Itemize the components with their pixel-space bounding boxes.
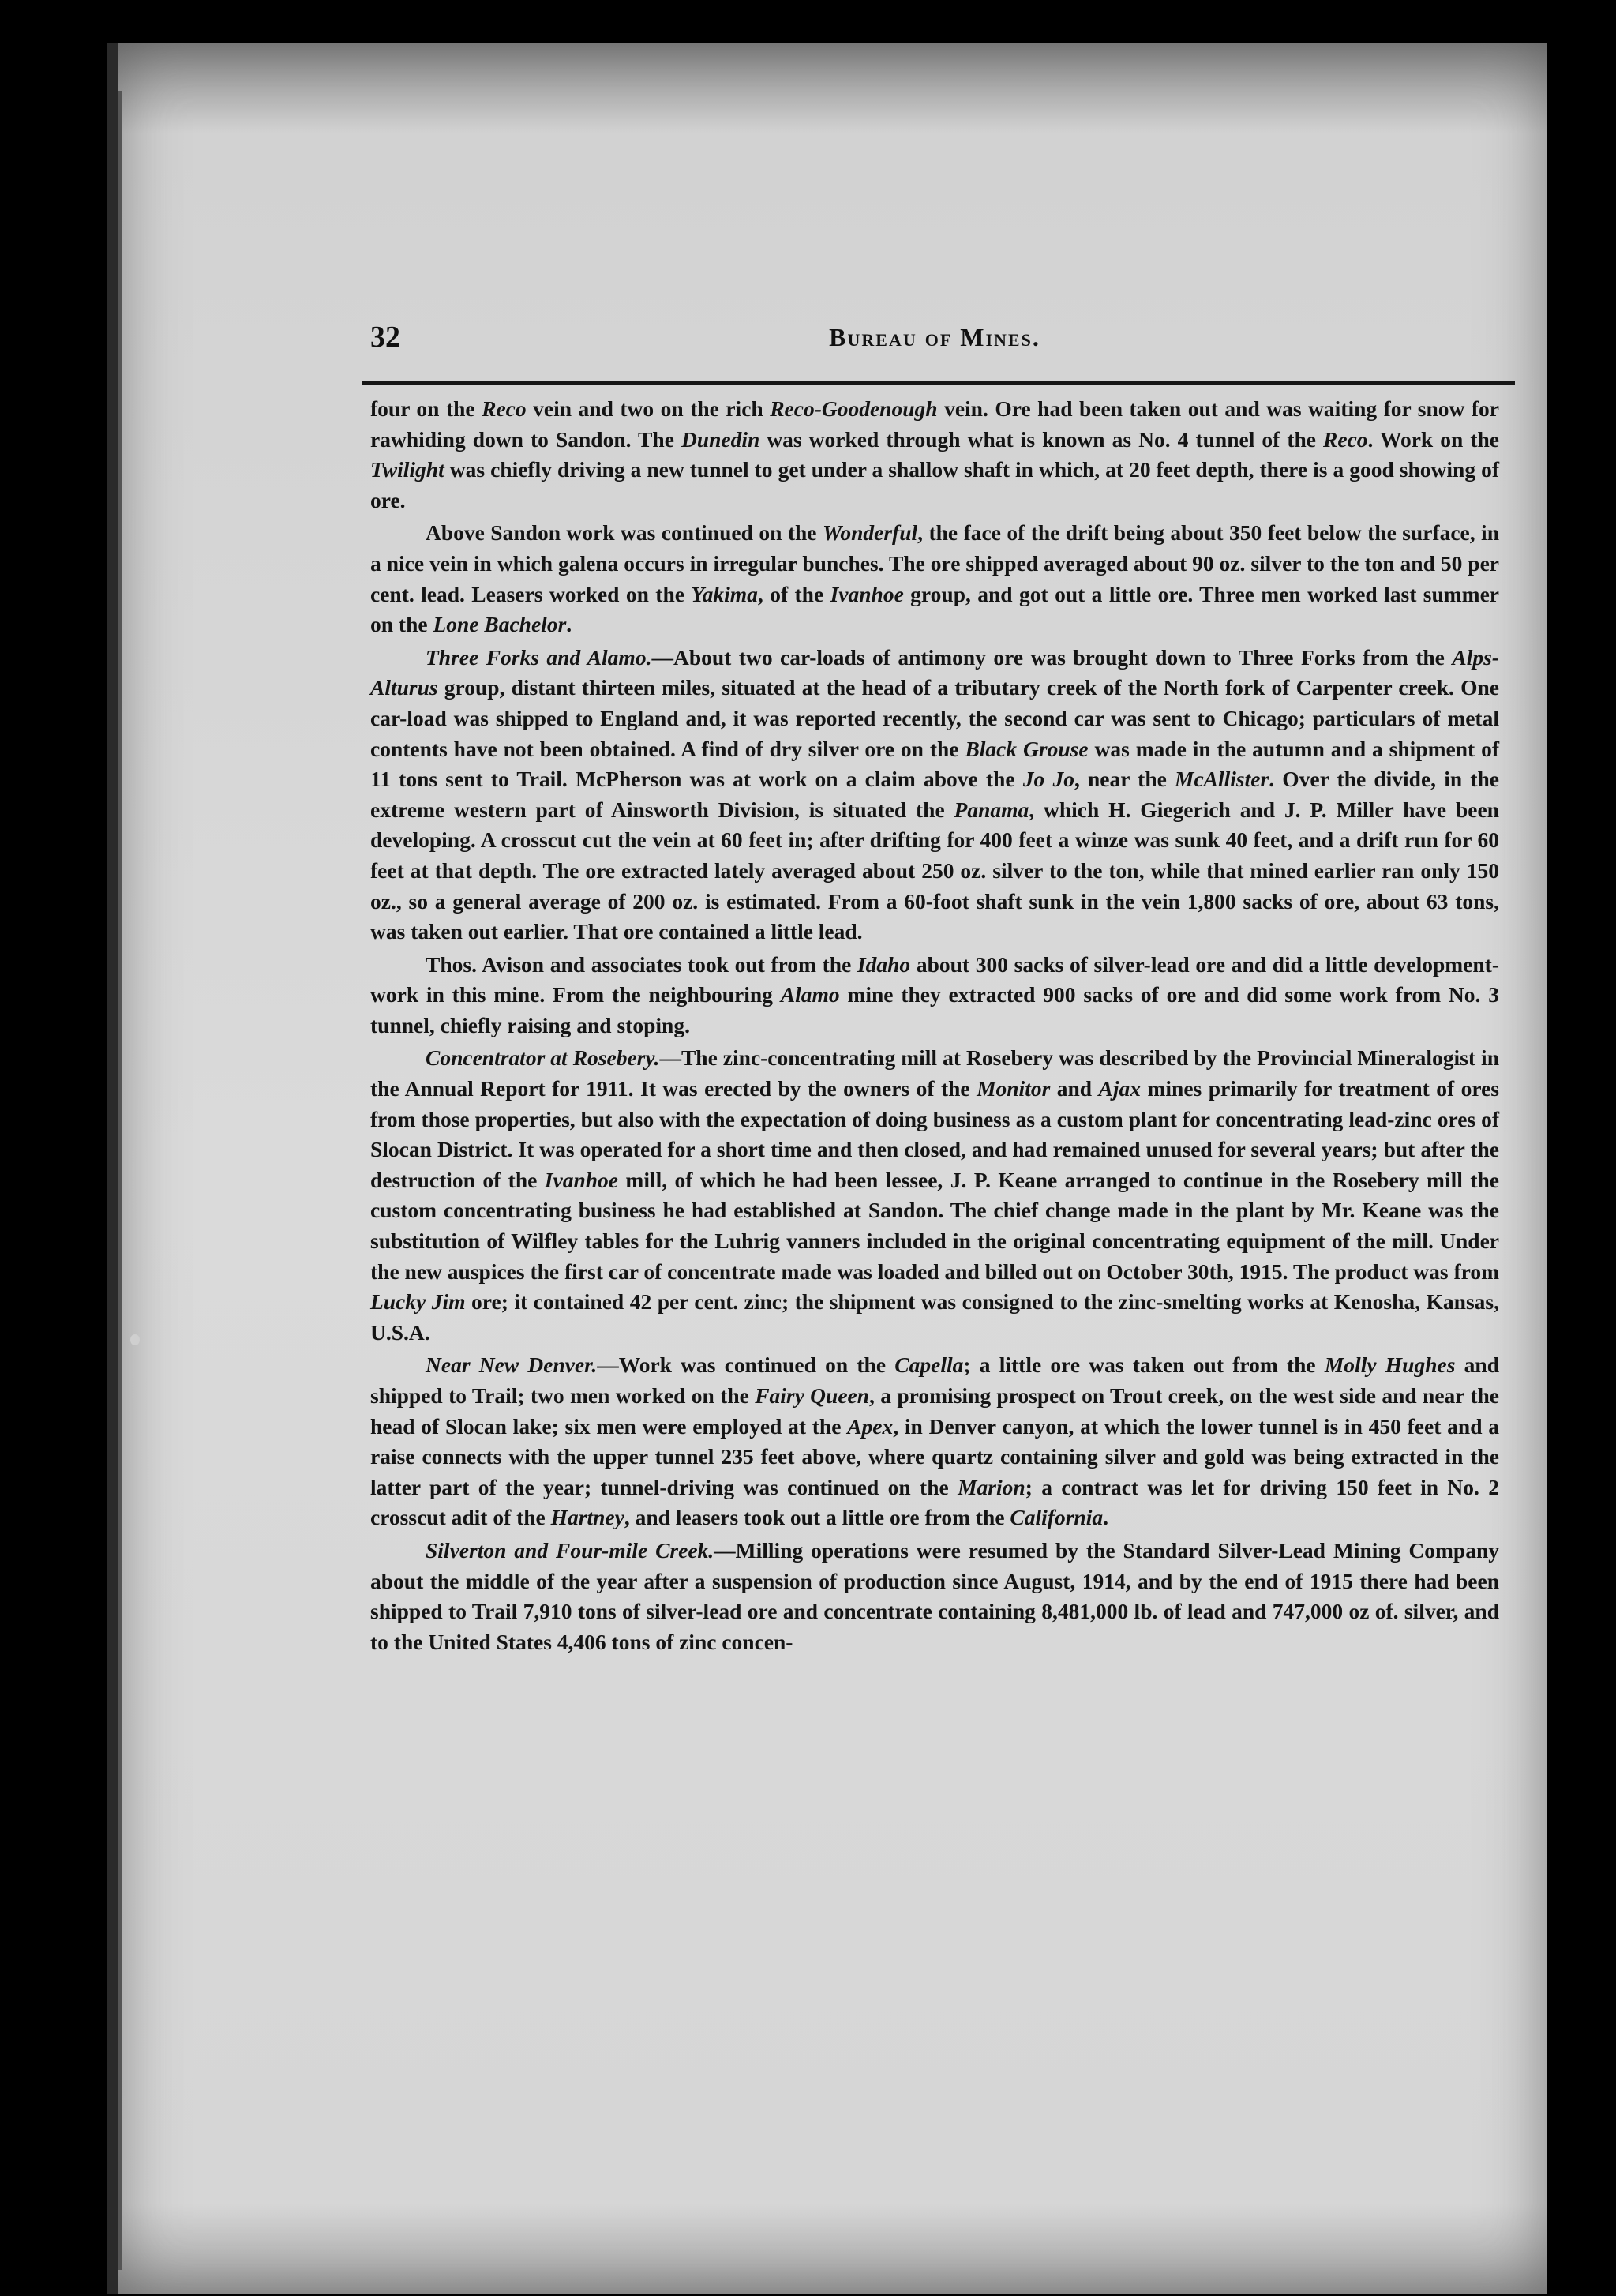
header-rule xyxy=(362,381,1515,385)
text-run: Above Sandon work was continued on the xyxy=(426,520,823,546)
italic-run: Marion xyxy=(958,1474,1025,1499)
body-text xyxy=(370,394,1499,1657)
text-run: ore; it contained 42 per cent. zinc; the shipment was consigned to the zinc-smelting works at Kenosha, Kansas, U.S.A. xyxy=(370,1289,1499,1345)
italic-run: Hartney xyxy=(550,1505,624,1530)
text-run: . Work on the xyxy=(1367,426,1499,452)
text-run: , in Denver canyon, at which the lower tunnel is in 450 feet and a raise connects with the upper tunnel 235 feet above, where quartz containing silver and gold was being extracted in the latter part of the year; tunnel-driving was continued on the xyxy=(370,1413,1499,1499)
italic-run: Silverton and Four-mile Creek. xyxy=(426,1537,714,1563)
text-run: —About two car-loads of antimony ore was brought down to Three Forks from the xyxy=(651,644,1453,670)
text-run: and xyxy=(1050,1076,1099,1101)
italic-run: Idaho xyxy=(857,951,911,977)
italic-run: Ivanhoe xyxy=(544,1167,618,1192)
italic-run: Three Forks and Alamo. xyxy=(426,644,652,670)
italic-run: Panama xyxy=(954,797,1029,822)
page-content xyxy=(370,320,1499,1660)
italic-run: Yakima xyxy=(691,581,758,606)
text-run: mill, of which he had been lessee, J. P. Keane arranged to continue in the Rosebery mill the custom concentrating business he had established at Sandon. The chief change made in the plant by Mr. Keane was the substitution of Wilfley tables for the Luhrig vanners included in the original concentrating equipment of the mill. Under the new auspices the first car of concentrate made was loaded and billed out on October 30th, 1915. The product was from xyxy=(370,1167,1499,1284)
italic-run: Reco xyxy=(1323,426,1368,452)
text-run: . xyxy=(566,612,572,637)
italic-run: Molly Hughes xyxy=(1324,1352,1456,1378)
page-header xyxy=(370,320,1499,367)
text-run: vein. Ore had been taken out and was waiting for snow for rawhiding down to Sandon. The xyxy=(370,396,1499,452)
italic-run: Jo Jo xyxy=(1022,767,1074,792)
text-run: —The zinc-concentrating mill at Rosebery was described by the Provincial Mineralogist in the Annual Report for 1911. It was erected by the owners of the xyxy=(370,1045,1499,1101)
scan-speck xyxy=(130,1334,140,1345)
italic-run: Monitor xyxy=(977,1076,1051,1101)
italic-run: Alps-Alturus xyxy=(370,644,1499,700)
paragraph xyxy=(370,950,1499,1041)
italic-run: Lucky Jim xyxy=(370,1289,466,1315)
italic-run: Dunedin xyxy=(681,426,760,452)
italic-run: Apex xyxy=(847,1413,894,1439)
paragraph xyxy=(370,394,1499,516)
text-run: was made in the autumn and a shipment of 11 tons sent to Trail. McPherson was at work on a claim above the xyxy=(370,736,1499,792)
italic-run: Lone Bachelor xyxy=(433,612,567,637)
text-run: group, distant thirteen miles, situated at the head of a tributary creek of the North fork of Carpenter creek. One car-load was shipped to England and, it was reported recently, the second car was sent to Chicago; particulars of metal contents have not been obtained. A find of dry silver ore on the xyxy=(370,675,1499,761)
italic-run: Ivanhoe xyxy=(830,581,904,606)
text-run: group, and got out a little ore. Three men worked last summer on the xyxy=(370,581,1499,637)
italic-run: Twilight xyxy=(370,457,444,482)
text-run: . Over the divide, in the extreme western part of Ainsworth Division, is situated the xyxy=(370,767,1499,822)
text-run: about 300 sacks of silver-lead ore and did a little development-work in this mine. From the neighbouring xyxy=(370,951,1499,1007)
text-run: —Work was continued on the xyxy=(597,1352,895,1378)
italic-run: Concentrator at Rosebery. xyxy=(426,1045,660,1071)
paragraph xyxy=(370,518,1499,640)
page-edge xyxy=(118,91,122,2270)
paragraph xyxy=(370,643,1499,947)
text-run: was chiefly driving a new tunnel to get under a shallow shaft in which, at 20 feet depth, there is a good showing of ore. xyxy=(370,457,1499,512)
italic-run: Wonderful xyxy=(822,520,918,546)
text-run: , a promising prospect on Trout creek, on the west side and near the head of Slocan lake; six men were employed at the xyxy=(370,1383,1500,1439)
paragraph xyxy=(370,1350,1499,1533)
text-run: was worked through what is known as No. 4 tunnel of the xyxy=(759,426,1324,452)
book-page xyxy=(107,43,1547,2294)
italic-run: Reco-Goodenough xyxy=(770,396,938,421)
italic-run: McAllister xyxy=(1175,767,1269,792)
italic-run: Near New Denver. xyxy=(426,1352,598,1378)
text-run: vein and two on the rich xyxy=(526,396,771,421)
text-run: . xyxy=(1103,1505,1108,1530)
text-run: mine they extracted 900 sacks of ore and did some work from No. 3 tunnel, chiefly raising and stoping. xyxy=(370,982,1499,1037)
paragraph xyxy=(370,1043,1499,1348)
text-run: ; a contract was let for driving 150 feet in No. 2 crosscut adit of the xyxy=(370,1474,1499,1530)
italic-run: Fairy Queen xyxy=(755,1383,870,1408)
italic-run: Alamo xyxy=(780,982,840,1007)
paragraph xyxy=(370,1536,1499,1657)
text-run: , near the xyxy=(1074,767,1175,792)
text-run: , which H. Giegerich and J. P. Miller have been developing. A crosscut cut the vein at 60 feet in; after drifting for 400 feet a winze was sunk 40 feet, and a drift run for 60 feet at that depth. The ore extracted lately averaged about 250 oz. silver to the ton, while that mined earlier ran only 150 oz., so a general average of 200 oz. is estimated. From a 60-foot shaft sunk in the vein 1,800 sacks of ore, about 63 tons, was taken out earlier. That ore contained a little lead. xyxy=(370,797,1499,944)
running-head: Bureau of Mines. xyxy=(829,323,1040,351)
italic-run: Ajax xyxy=(1098,1076,1142,1101)
text-run: ; a little ore was taken out from the xyxy=(963,1352,1325,1378)
text-run: mines primarily for treatment of ores from those properties, but also with the expectation of doing business as a custom plant for concentrating lead-zinc ores of Slocan District. It was operated for a short time and then closed, and had remained unused for several years; but after the destruction of the xyxy=(370,1076,1499,1192)
italic-run: Black Grouse xyxy=(965,736,1089,761)
text-run: Thos. Avison and associates took out from the xyxy=(426,951,857,977)
page-number: 32 xyxy=(370,321,400,354)
text-run: four on the xyxy=(370,396,482,421)
italic-run: Reco xyxy=(482,396,527,421)
italic-run: Capella xyxy=(894,1352,964,1378)
text-run: , and leasers took out a little ore from the xyxy=(624,1505,1010,1530)
text-run: —Milling operations were resumed by the Standard Silver-Lead Mining Company about the middle of the year after a suspension of production since August, 1914, and by the end of 1915 there had been shipped to Trail 7,910 tons of silver-lead ore and concentrate containing 8,481,000 lb. of lead and 747,000 oz of. silver, and to the United States 4,406 tons of zinc concen- xyxy=(370,1537,1499,1654)
text-run: , of the xyxy=(757,581,830,606)
text-run: , the face of the drift being about 350 feet below the surface, in a nice vein in which galena occurs in irregular bunches. The ore shipped averaged about 90 oz. silver to the ton and 50 per cent. lead. Leasers worked on the xyxy=(370,520,1499,606)
text-run: and shipped to Trail; two men worked on the xyxy=(370,1352,1499,1408)
italic-run: California xyxy=(1010,1505,1104,1530)
